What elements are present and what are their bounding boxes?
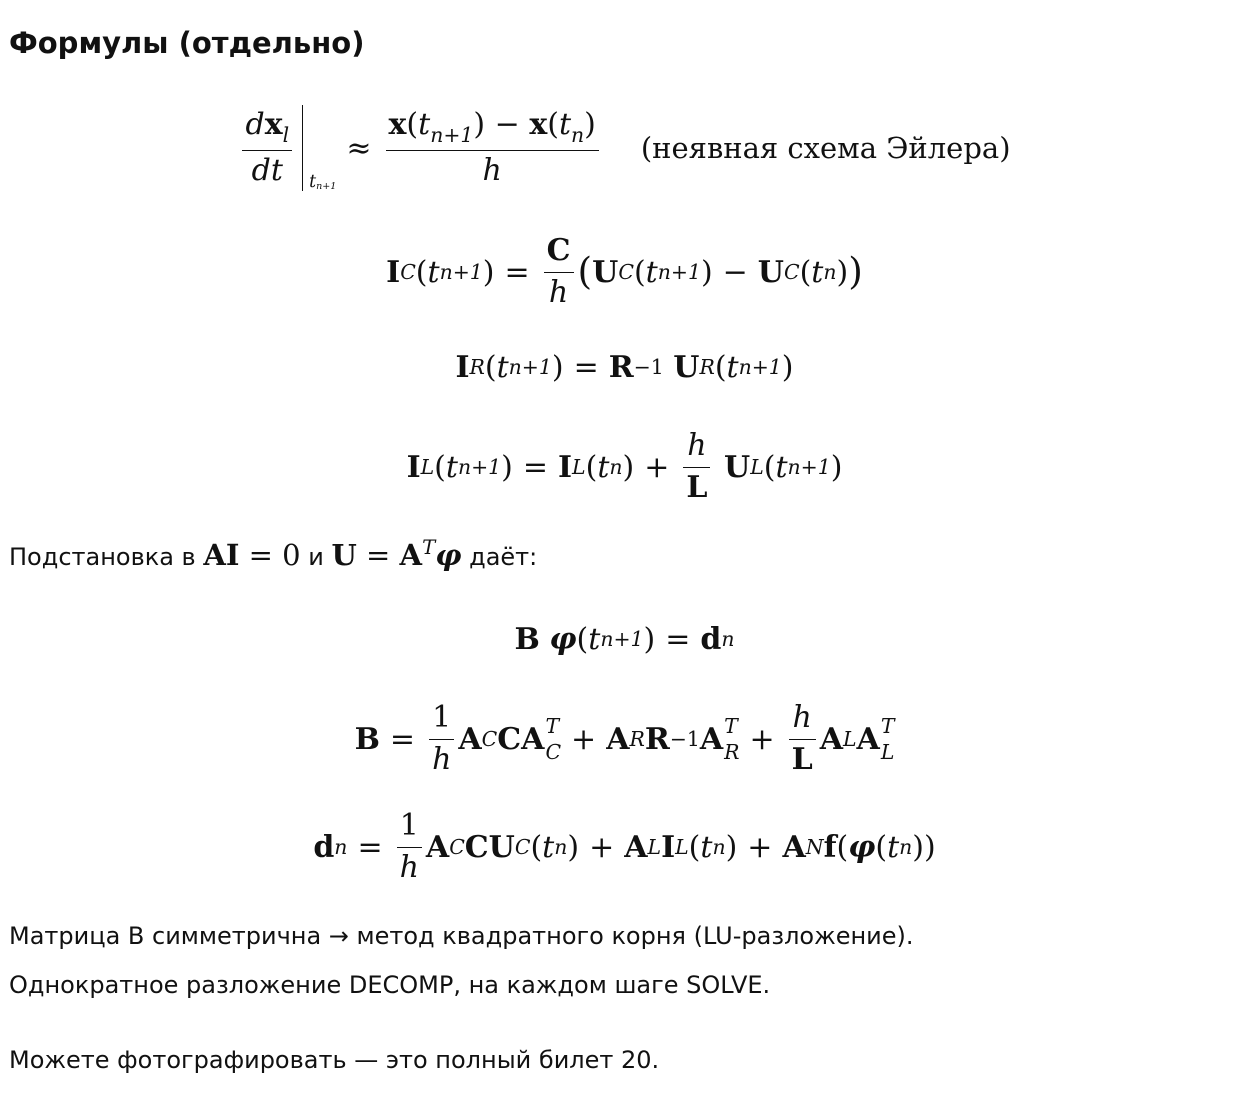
formula-euler-derivative: $\frac{dx_l}{dt}$ tn+1 ≈ $\frac{x(t_{n+1}) - x(t_n)}{h}$ (неявная схема Эйлера) [0, 100, 1249, 196]
formula-inductor-current: I L ( t n+1 ) = I L ( t n ) + $\frac{h}{L}$ U L ( t n+1 ) [406, 428, 843, 505]
paragraph-symmetric-matrix: Матрица B симметрична → метод квадратного корня (LU-разложение). [9, 922, 914, 950]
formula-vector-d: d n = $\frac{1}{h}$ A C CU C ( t n ) + A L I L ( t n ) + A N f ( φ ( t n )) [313, 808, 936, 885]
formula-capacitor-current: I C ( t n+1 ) = $\frac{C}{h}$ ( U C ( t n+1 ) − U C ( t n ) ) [386, 233, 863, 310]
paragraph-photo-note: Можете фотографировать — это полный билет 20. [9, 1046, 660, 1074]
formula-system: B φ ( t n+1 ) = d n [514, 621, 735, 657]
euler-note: (неявная схема Эйлера) [640, 131, 1011, 165]
formula-resistor-current: I R ( t n+1 ) = R −1 U R ( t n+1 ) [455, 349, 794, 385]
paragraph-decomp-solve: Однократное разложение DECOMP, на каждом шаге SOLVE. [9, 971, 771, 999]
page-heading: Формулы (отдельно) [9, 26, 365, 60]
formula-matrix-b: B = $\frac{1}{h}$ A C CA T C + A R R −1 A T R + $\frac{h}{L}$ A L A T L [354, 700, 895, 777]
substitution-prefix: Подстановка в [9, 542, 196, 571]
substitution-suffix: даёт: [469, 542, 538, 571]
substitution-text: Подстановка в AI = 0 и $U = A^T\varphi$ даёт: [9, 536, 538, 572]
substitution-conj: и [308, 542, 324, 571]
